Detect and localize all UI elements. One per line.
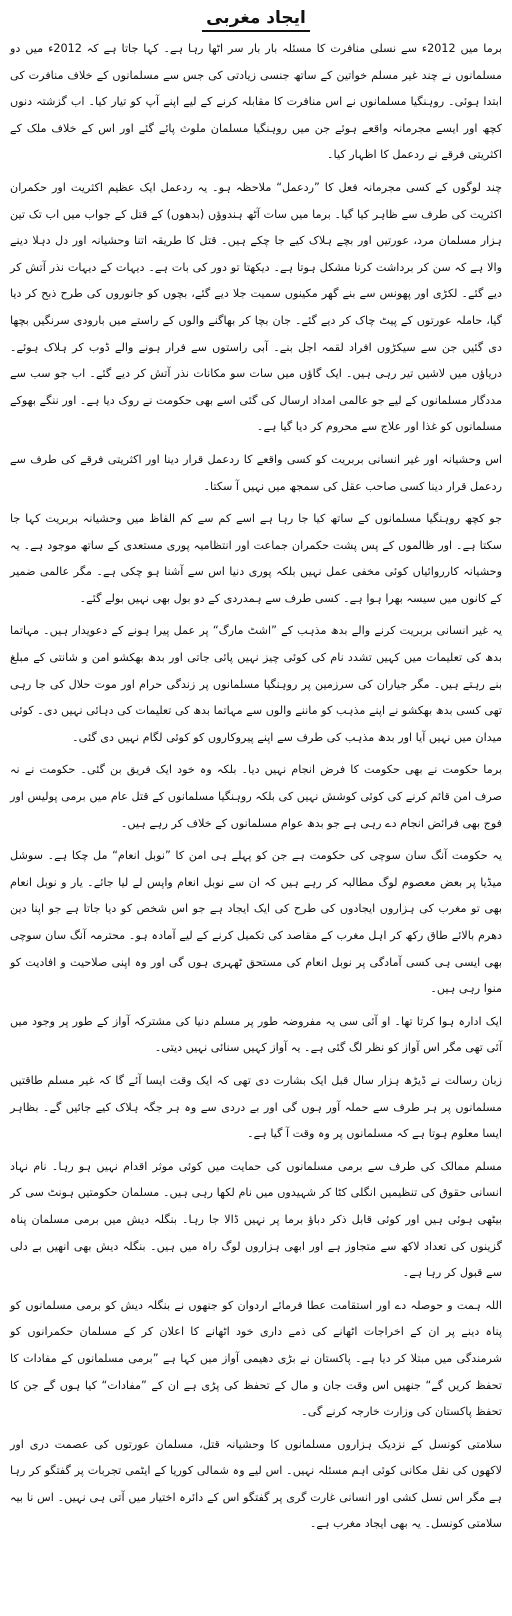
paragraph: برما حکومت نے بھی حکومت کا فرض انجام نہیں دیا۔ بلکہ وہ خود ایک فریق بن گئی۔ حکومت نے نہ صرف امن قائم کرنے کی کوئی کوشش نہیں کی بلکہ روہنگیا مسلمانوں کے قتل عام میں برمی پولیس اور فوج بھی فرائض انجام دے رہی ہے جو بدھ عوام مسلمانوں کے خلاف کر رہے ہیں۔ (10, 763, 502, 830)
paragraph: جو کچھ روہنگیا مسلمانوں کے ساتھ کیا جا رہا ہے اسے کم سے کم الفاظ میں وحشیانہ بربریت کہا جا سکتا ہے۔ اور ظالموں کے پس پشت حکمران جماعت اور انتظامیہ پوری مستعدی کے ساتھ موجود ہے۔ یہ وحشیانہ کارروائیاں کوئی مخفی عمل نہیں بلکہ پوری دنیا اس سے آشنا ہو چکی ہے۔ مگر عالمی ضمیر کے کانوں میں سیسہ بھرا ہوا ہے۔ کسی طرف سے ہمدردی کے دو بول بھی نہیں بولے گئے۔ (10, 512, 502, 605)
article-title: ایجاد مغربی (202, 8, 310, 32)
paragraph: سلامتی کونسل کے نزدیک ہزاروں مسلمانوں کا وحشیانہ قتل، مسلمان عورتوں کی عصمت دری اور لاکھوں کی نقل مکانی کوئی اہم مسئلہ نہیں۔ اس لیے وہ شمالی کوریا کے ایٹمی تجربات پر گفتگو کر رہا ہے مگر اس نسل کشی اور انسانی غارت گری پر گفتگو اس کے دائرہ اختیار میں آتی ہی نہیں۔ اس نا بیہ سلامتی کونسل۔ یہ بھی ایجاد مغرب ہے۔ (10, 1437, 502, 1531)
paragraph: اس وحشیانہ اور غیر انسانی بربریت کو کسی واقعے کا ردعمل قرار دینا اور اکثریتی فرقے کی طرف سے ردعمل قرار دینا کسی صاحب عقل کی سمجھ میں نہیں آ سکتا۔ (10, 452, 502, 493)
paragraph: یہ غیر انسانی بربریت کرنے والے بدھ مذہب کے ”اشٹ مارگ“ پر عمل پیرا ہونے کے دعویدار ہیں۔ مہاتما بدھ کی تعلیمات میں کہیں تشدد نام کی کوئی چیز نہیں پائی جاتی اور بدھ بھکشو امن و شانتی کے مبلغ بنے رہتے ہیں۔ مگر جیاران کی سرزمین پر روہنگیا مسلمانوں پر زندگی حرام اور موت حلال کی جا رہی تھی کسی بدھ بھکشو نے اپنے مذہب کو ماننے والوں سے مہاتما بدھ کی تعلیمات کی دہائی نہیں دی۔ کوئی میدان میں نہیں آیا اور بدھ مذہب کی طرف سے اپنے پیروکاروں کو کوئی لگام نہیں دی گئی۔ (10, 624, 502, 744)
paragraph: مسلم ممالک کی طرف سے برمی مسلمانوں کی حمایت میں کوئی موثر اقدام نہیں ہو رہا۔ نام نہاد انسانی حقوق کی تنظیمیں انگلی کٹا کر شہیدوں میں نام لکھا رہی ہیں۔ مسلمان حکومتیں ہونٹ سی کر بیٹھی ہوئی ہیں اور کوئی قابل ذکر دباؤ برما پر نہیں ڈالا جا رہا۔ بنگلہ دیش میں برمی مسلمان پناہ گزینوں کی تعداد لاکھ سے متجاوز ہے اور ابھی ہزاروں لوگ راہ میں ہیں۔ بنگلہ دیش بھی انھیں بے دلی سے قبول کر رہا ہے۔ (10, 1159, 502, 1280)
paragraph: برما میں 2012ء سے نسلی منافرت کا مسئلہ بار بار سر اٹھا رہا ہے۔ کہا جاتا ہے کہ 2012ء میں دو مسلمانوں نے چند غیر مسلم خواتین کے ساتھ جنسی زیادتی کی جس سے مسلمانوں کے خلاف منافرت کی ابتدا ہوئی۔ روہنگیا مسلمانوں نے اس منافرت کا مقابلہ کرنے کے لیے اپنے آپ کو تیار کیا۔ اب گزشتہ دنوں کچھ اور ایسے مجرمانہ واقعے ہوئے جن میں روہنگیا مسلمان ملوث پائے گئے اور اس کے خلاف ملک کے اکثریتی فرقے نے ردعمل کا اظہار کیا۔ (10, 42, 502, 162)
paragraph: اللہ ہمت و حوصلہ دے اور استقامت عطا فرمائے اردوان کو جنھوں نے بنگلہ دیش کو برمی مسلمانوں کو پناہ دینے پر ان کے اخراجات اٹھانے کی ذمے داری خود اٹھانے کا اعلان کر کے مسلمان حکمرانوں کو شرمندگی میں مبتلا کر دیا ہے۔ پاکستان نے بڑی دھیمی آواز میں کہا ہے ”برمی مسلمانوں کے مفادات کا تحفظ کریں گے“ جنھیں اس وقت جان و مال کے تحفظ کی پڑی ہے ان کے ”مفادات“ کیا ہوں گے جن کا تحفظ پاکستان کی وزارت خارجہ کرنے گی۔ (10, 1298, 502, 1419)
paragraph: چند لوگوں کے کسی مجرمانہ فعل کا ”ردعمل“ ملاحظہ ہو۔ یہ ردعمل ایک عظیم اکثریت اور حکمران اکثریت کی طرف سے ظاہر کیا گیا۔ برما میں سات آٹھ ہندوؤں (بدھوں) کے قتل کے جواب میں اب تک تین ہزار مسلمان مرد، عورتیں اور بچے ہلاک کیے جا چکے ہیں۔ قتل کا طریقہ اتنا وحشیانہ اور دل دہلا دینے والا ہے کہ سن کر برداشت کرنا مشکل ہوتا ہے۔ دیکھتا تو دور کی بات ہے۔ دیہات کے دیہات نذر آتش کر دیے گئے۔ لکڑی اور پھونس سے بنے گھر مکینوں سمیت جلا دیے گئے، بچوں کو جانوروں کی طرح ذبح کر دیا گیا، حاملہ عورتوں کے پیٹ چاک کر دیے گئے۔ جان بچا کر بھاگنے والوں کے راستے میں بارودی سرنگیں بچھا دی گئیں جن سے سیکڑوں افراد لقمہ اجل بنے۔ آبی راستوں سے فرار ہونے والے ڈوب کر ہلاک ہوئے۔ دریاؤں میں لاشیں تیر رہی ہیں۔ ایک گاؤں میں سات سو مکانات نذر آتش کر دیے گئے۔ اب جو سب سے مددگار مسلمانوں کے لیے جو عالمی امداد ارسال کی گئی اسے بھی حکومت نے روک دیا ہے۔ اور ننگے بھوکے مسلمانوں کو غذا اور علاج سے محروم کر دیا گیا ہے۔ (10, 180, 502, 434)
title-wrap (10, 8, 502, 32)
paragraph: ایک ادارہ ہوا کرتا تھا۔ او آئی سی یہ مفروضہ طور پر مسلم دنیا کی مشترکہ آواز کے طور پر وجود میں آئی تھی مگر اس آواز کو نظر لگ گئی ہے۔ یہ آواز کہیں سنائی نہیں دیتی۔ (10, 1014, 502, 1055)
paragraph: زبان رسالت نے ڈیڑھ ہزار سال قبل ایک بشارت دی تھی کہ ایک وقت ایسا آئے گا کہ غیر مسلم طاقتیں مسلمانوں پر ہر طرف سے حملہ آور ہوں گی اور بے دردی سے وہ ہر جگہ ہلاک کیے جائیں گے۔ بظاہر ایسا معلوم ہوتا ہے کہ مسلمانوں پر وہ وقت آ گیا ہے۔ (10, 1073, 502, 1141)
article-body (10, 36, 502, 1538)
paragraph: یہ حکومت آنگ سان سوچی کی حکومت ہے جن کو پہلے ہی امن کا ”نوبل انعام“ مل چکا ہے۔ سوشل میڈیا پر بعض معصوم لوگ مطالبہ کر رہے ہیں کہ ان سے نوبل انعام واپس لے لیا جائے۔ یار و نوبل انعام بھی تو مغرب کی ہزاروں ایجادوں کی طرح کی ایک ایجاد ہے جو اس شخص کو دیا جاتا ہے جو اپنا دین دھرم بالائے طاق رکھ کر اہل مغرب کے مقاصد کی تکمیل کرنے کے لیے آمادہ ہو۔ محترمہ آنگ سان سوچی بھی ایسی ہی کسی آمادگی پر نوبل انعام کی مستحق ٹھہری ہوں گی اور وہ اپنی صلاحیت و افادیت کو منوا رہی ہیں۔ (10, 849, 502, 996)
